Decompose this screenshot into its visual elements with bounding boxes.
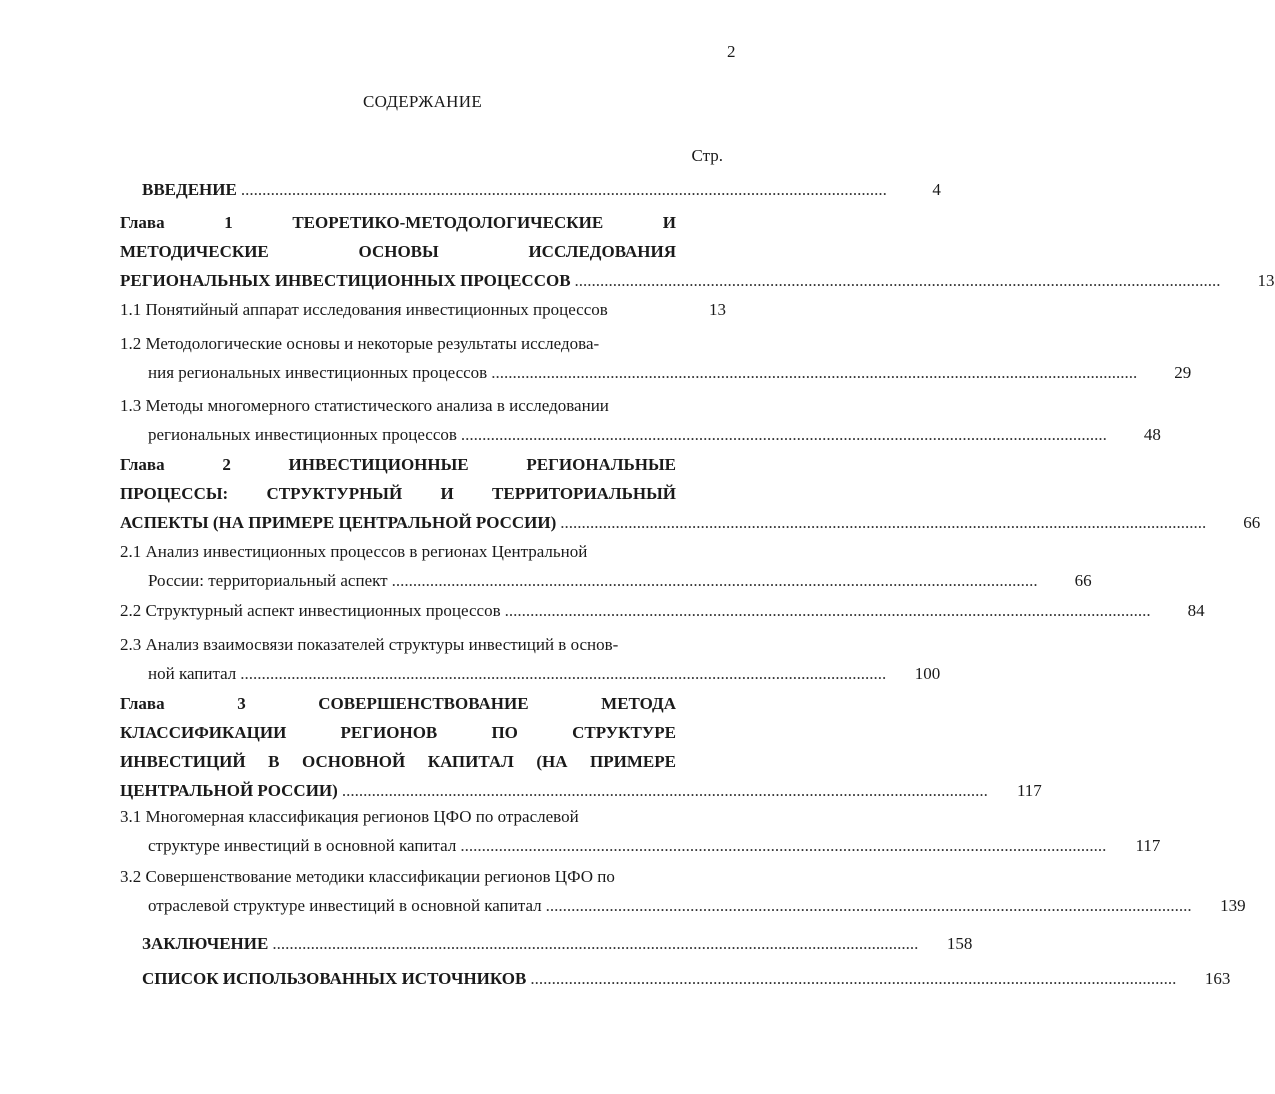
toc-entry-page: 163 xyxy=(1204,969,1231,988)
toc-chapter-line: АСПЕКТЫ (НА ПРИМЕРЕ ЦЕНТРАЛЬНОЙ РОССИИ) xyxy=(120,513,557,532)
toc-entry-page: 117 xyxy=(1135,836,1161,855)
toc-entry-conclusion[interactable] xyxy=(120,929,973,958)
dot-leader: ........................................................................................................................................................ xyxy=(272,934,919,953)
toc-entry-title: СПИСОК ИСПОЛЬЗОВАННЫХ ИСТОЧНИКОВ xyxy=(142,969,527,988)
toc-entry-page: 13 xyxy=(709,300,726,319)
toc-entry-2-3[interactable] xyxy=(120,630,941,688)
toc-entry-chapter-3[interactable] xyxy=(120,689,1042,805)
page-column-label: Стр. xyxy=(691,146,723,165)
toc-entry-title-cont: ной капитал xyxy=(148,664,237,683)
toc-entry-title-cont: структуре инвестиций в основной капитал xyxy=(148,836,457,855)
toc-entry-title-cont: России: территориальный аспект xyxy=(148,571,388,590)
toc-entry-title: 1.2 Методологические основы и некоторые результаты исследова- xyxy=(120,334,600,353)
toc-entry-page: 100 xyxy=(914,664,941,683)
toc-chapter-line: МЕТОДИЧЕСКИЕ ОСНОВЫ ИССЛЕДОВАНИЯ xyxy=(120,242,676,261)
dot-leader: ........................................................................................................................................................ xyxy=(240,180,887,199)
toc-entry-1-3[interactable] xyxy=(120,391,1161,449)
dot-leader: ........................................................................................................................................................ xyxy=(391,571,1038,590)
toc-entry-1-1[interactable] xyxy=(120,295,726,324)
toc-entry-title: 3.2 Совершенствование методики классификации регионов ЦФО по xyxy=(120,867,615,886)
toc-entry-title: ВВЕДЕНИЕ xyxy=(142,180,237,199)
toc-chapter-line: КЛАССИФИКАЦИИ РЕГИОНОВ ПО СТРУКТУРЕ xyxy=(120,723,676,742)
toc-entry-page: 66 xyxy=(1243,513,1261,532)
toc-chapter-line: ИНВЕСТИЦИЙ В ОСНОВНОЙ КАПИТАЛ (НА ПРИМЕРЕ xyxy=(120,752,676,771)
dot-leader: ........................................................................................................................................................ xyxy=(460,425,1107,444)
toc-entry-page: 13 xyxy=(1257,271,1275,290)
toc-entry-chapter-2[interactable] xyxy=(120,450,1261,537)
toc-entry-title: 2.1 Анализ инвестиционных процессов в регионах Центральной xyxy=(120,542,588,561)
dot-leader: ........................................................................................................................................................ xyxy=(491,363,1138,382)
toc-entry-1-2[interactable] xyxy=(120,329,1192,387)
toc-entry-title: 3.1 Многомерная классификация регионов ЦФО по отраслевой xyxy=(120,807,579,826)
toc-entry-page: 48 xyxy=(1143,425,1161,444)
toc-entry-page: 4 xyxy=(932,180,941,199)
toc-entry-page: 139 xyxy=(1220,896,1246,915)
toc-chapter-line: РЕГИОНАЛЬНЫХ ИНВЕСТИЦИОННЫХ ПРОЦЕССОВ xyxy=(120,271,571,290)
toc-entry-3-2[interactable] xyxy=(120,862,1246,920)
dot-leader: ........................................................................................................................................................ xyxy=(341,781,988,800)
toc-entry-page: 84 xyxy=(1187,601,1205,620)
toc-entry-title: 2.2 Структурный аспект инвестиционных процессов xyxy=(120,601,501,620)
toc-entry-chapter-1[interactable] xyxy=(120,208,1275,295)
toc-entry-page: 66 xyxy=(1074,571,1092,590)
toc-chapter-line: Глава 1 ТЕОРЕТИКО-МЕТОДОЛОГИЧЕСКИЕ И xyxy=(120,213,676,232)
toc-entry-page: 117 xyxy=(1016,781,1042,800)
dot-leader: ........................................................................................................................................................ xyxy=(504,601,1151,620)
toc-entry-title-cont: отраслевой структуре инвестиций в основной капитал xyxy=(148,896,542,915)
toc-entry-references[interactable] xyxy=(120,964,1231,993)
dot-leader: ........................................................................................................................................................ xyxy=(460,836,1107,855)
toc-chapter-line: Глава 2 ИНВЕСТИЦИОННЫЕ РЕГИОНАЛЬНЫЕ xyxy=(120,455,676,474)
toc-chapter-line: ПРОЦЕССЫ: СТРУКТУРНЫЙ И ТЕРРИТОРИАЛЬНЫЙ xyxy=(120,484,676,503)
dot-leader: ........................................................................................................................................................ xyxy=(560,513,1207,532)
toc-entry-title: 1.3 Методы многомерного статистического анализа в исследовании xyxy=(120,396,609,415)
dot-leader: ........................................................................................................................................................ xyxy=(545,896,1192,915)
toc-entry-title-cont: ния региональных инвестиционных процессов xyxy=(148,363,488,382)
toc-entry-3-1[interactable] xyxy=(120,802,1161,860)
toc-chapter-line: ЦЕНТРАЛЬНОЙ РОССИИ) xyxy=(120,781,338,800)
toc-entry-2-2[interactable] xyxy=(120,596,1205,625)
toc-entry-title: 2.3 Анализ взаимосвязи показателей структуры инвестиций в основ- xyxy=(120,635,619,654)
dot-leader: ........................................................................................................................................................ xyxy=(574,271,1221,290)
toc-chapter-line: Глава 3 СОВЕРШЕНСТВОВАНИЕ МЕТОДА xyxy=(120,694,676,713)
toc-entry-page: 158 xyxy=(946,934,973,953)
toc-entry-intro[interactable] xyxy=(120,175,941,204)
toc-entry-page: 29 xyxy=(1174,363,1192,382)
dot-leader: ........................................................................................................................................................ xyxy=(240,664,887,683)
toc-entry-title: 1.1 Понятийный аппарат исследования инвестиционных процессов xyxy=(120,300,608,319)
page-number: 2 xyxy=(727,42,736,61)
toc-entry-title: ЗАКЛЮЧЕНИЕ xyxy=(142,934,269,953)
dot-leader: ........................................................................................................................................................ xyxy=(530,969,1177,988)
toc-entry-2-1[interactable] xyxy=(120,537,1092,595)
page-title: СОДЕРЖАНИЕ xyxy=(362,92,483,111)
toc-entry-title-cont: региональных инвестиционных процессов xyxy=(148,425,457,444)
